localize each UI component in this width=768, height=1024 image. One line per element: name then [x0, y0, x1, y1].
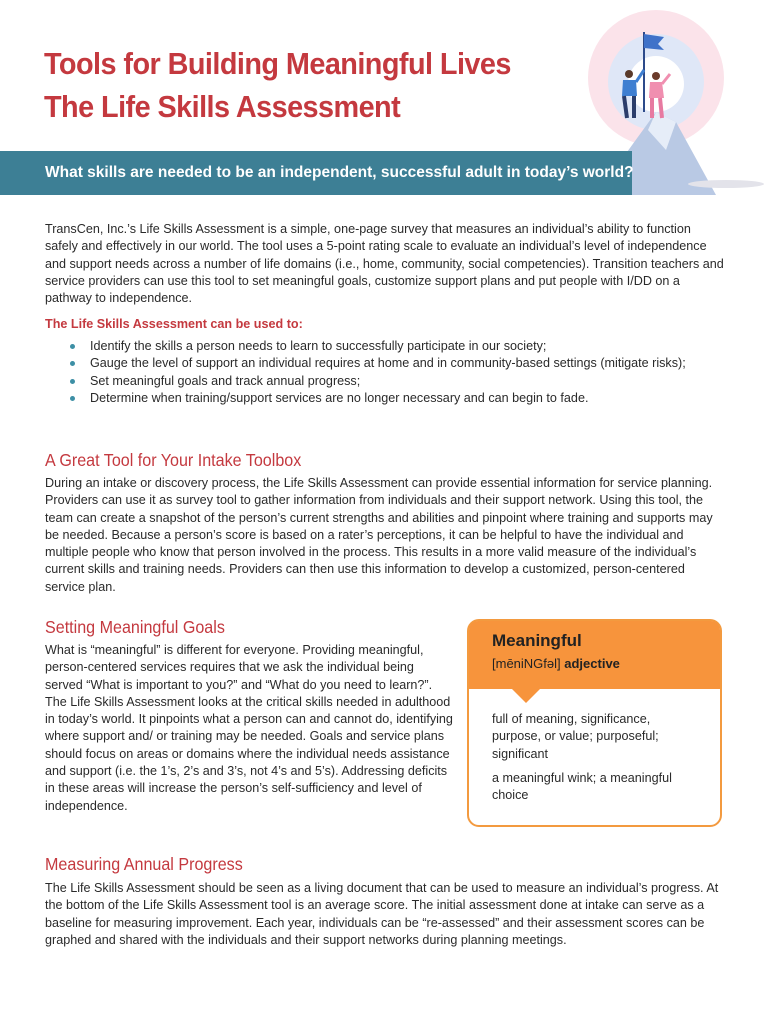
goals-paragraph: What is “meaningful” is different for everyone. Providing meaningful, person-centered services requires that we ask the individual being served “What is important to you?” and “What do you need to learn?”. The Life Skills Assessment looks at the critical skills needed in adulthood in today’s world. It pinpoints what a person can and cannot do, identifying where support and/ or training may be needed. Goals and service plans should focus on areas or domains where the individual needs assistance and support (i.e. the 1’s, 2’s and 3’s, not 4’s and 5’s). Addressing deficits in these areas will increase the person’s self-sufficiency and level of independence. [45, 643, 453, 813]
list-item: Gauge the level of support an individual requires at home and in community-based settings (mitigate risks); [45, 355, 705, 372]
definition-pronunciation [492, 656, 720, 671]
card-pointer-icon [512, 689, 540, 703]
title-line-1: Tools for Building Meaningful Lives [44, 46, 511, 81]
list-item: Determine when training/support services are no longer necessary and can begin to fade. [45, 390, 705, 407]
bullet-icon [70, 361, 75, 366]
title-line-2: The Life Skills Assessment [44, 89, 401, 124]
definition-example: a meaningful wink; a meaningful choice [492, 770, 672, 803]
intro-paragraph: TransCen, Inc.’s Life Skills Assessment is a simple, one-page survey that measures an individual’s ability to function safely and effectively in our world. The tool uses a 5-point rating scale to evaluate an individual’s level of independence and support needs across a number of life domains (i.e., home, community, social competencies). Transition teachers and service providers can use this tool to set meaningful goals, customize support plans and put people with I/DD on a pathway to independence. [45, 222, 724, 306]
goals-heading: Setting Meaningful Goals [45, 617, 225, 637]
bullet-icon [70, 396, 75, 401]
part-of-speech: adjective [564, 656, 620, 671]
definition-text: full of meaning, significance, purpose, or value; purposeful; significant [492, 712, 659, 761]
uses-heading: The Life Skills Assessment can be used to: [45, 317, 303, 331]
definition-card-header [469, 621, 720, 689]
list-item: Identify the skills a person needs to learn to successfully participate in our society; [45, 338, 705, 355]
uses-list [45, 338, 705, 407]
bullet-icon [70, 379, 75, 384]
intake-paragraph: During an intake or discovery process, the Life Skills Assessment can provide essential information for service planning. Providers can use it as survey tool to gather information from individuals and their support network. Using this tool, the team can create a snapshot of the person’s current strengths and abilities and pinpoint where training and supports may be needed. Because a person’s score is based on a rater’s perceptions, it can be helpful to have the individual and multiple people who know that person involved in the process. This results in a more valid measure of the individual’s current skills and training needs. Providers can then use this information to develop a customized, person-centered service plan. [45, 476, 713, 594]
page-title [44, 42, 528, 128]
progress-heading: Measuring Annual Progress [45, 854, 243, 874]
definition-card-body [469, 689, 720, 804]
progress-paragraph: The Life Skills Assessment should be seen as a living document that can be used to measure an individual’s progress. At the bottom of the Life Skills Assessment tool is an average score. The initial assessment done at intake can serve as a baseline for measuring improvement. Each year, individuals can be “re-assessed” and their assessment scores can be graphed and shared with the individuals and their support networks during planning meetings. [45, 881, 719, 947]
intake-heading: A Great Tool for Your Intake Toolbox [45, 450, 302, 470]
question-banner: What skills are needed to be an independent, successful adult in today’s world? [0, 151, 632, 195]
pronunciation-text: [mēniNGfəl] [492, 656, 561, 671]
definition-card [467, 619, 722, 827]
list-item: Set meaningful goals and track annual progress; [45, 373, 705, 390]
definition-word: Meaningful [492, 631, 582, 650]
bullet-icon [70, 344, 75, 349]
